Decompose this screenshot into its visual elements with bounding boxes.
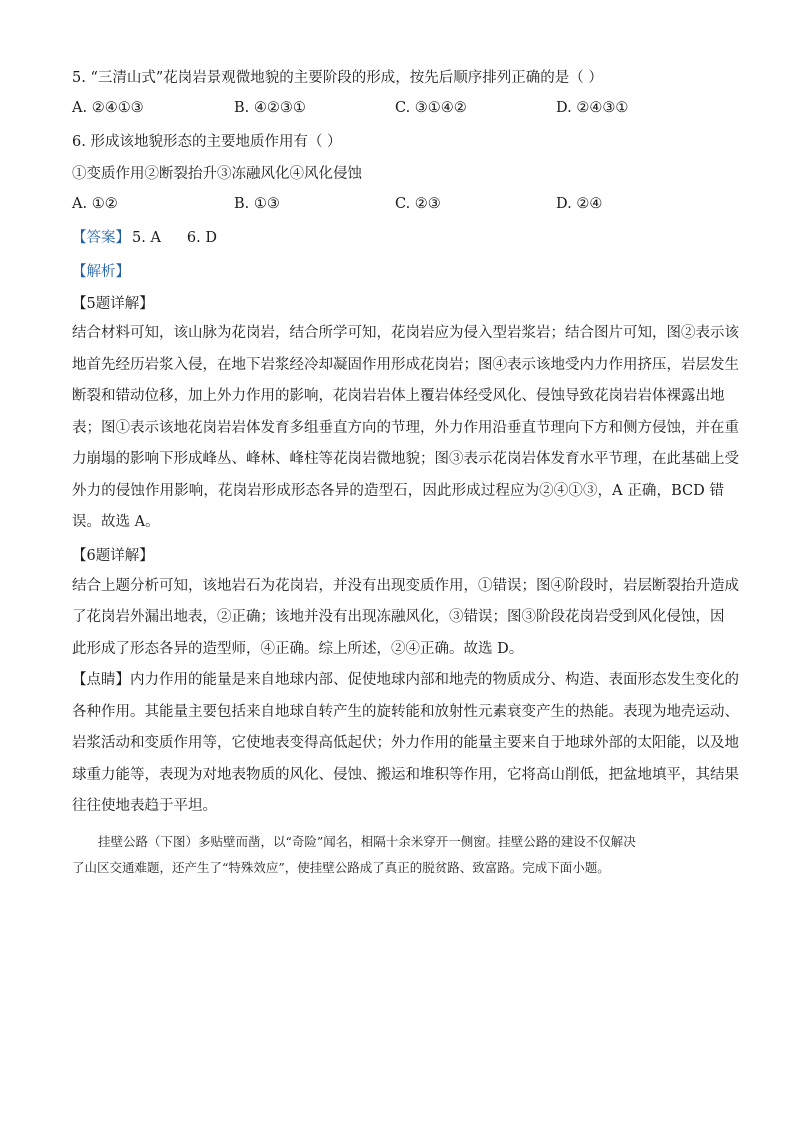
tip-tag: 【点睛】 bbox=[72, 672, 130, 688]
tip-line: 各种作用。其能量主要包括来自地球自转产生的旋转能和放射性元素衰变产生的热能。表现为地壳运动、 bbox=[72, 703, 739, 720]
detail-5-line: 力崩塌的影响下形成峰丛、峰林、峰柱等花岗岩微地貌；图③表示花岗岩体发育水平节理，在此基础上受 bbox=[72, 451, 739, 467]
detail-5-heading: 【5题详解】 bbox=[72, 295, 154, 312]
detail-6-paragraph bbox=[72, 571, 739, 666]
q5-option-c: C. ③①④② bbox=[395, 100, 467, 116]
next-material-line: 挂壁公路（下图）多贴壁而凿，以“奇险”闻名，相隔十余米穿开一侧窗。挂壁公路的建设不仅解决 bbox=[98, 833, 636, 849]
q5-option-d: D. ②④③① bbox=[556, 100, 629, 116]
tip-line: 内力作用的能量是来自地球内部、促使地球内部和地壳的物质成分、构造、表面形态发生变化的 bbox=[130, 672, 739, 688]
answer-5: 5. A bbox=[132, 230, 161, 246]
answer-6: 6. D bbox=[186, 230, 217, 246]
detail-6-line: 此形成了形态各异的造型师，④正确。综上所述，②④正确。故选 D。 bbox=[72, 640, 524, 657]
document-page bbox=[72, 62, 739, 881]
next-material-paragraph bbox=[72, 829, 724, 881]
tip-first-line bbox=[72, 665, 739, 697]
detail-5-line: 断裂和错动位移，加上外力作用的影响，花岗岩岩体上覆岩体经受风化、侵蚀导致花岗岩岩体裸露出地 bbox=[72, 388, 725, 404]
detail-6-heading: 【6题详解】 bbox=[72, 548, 154, 564]
q6-option-b: B. ①③ bbox=[234, 196, 280, 212]
detail-5-line: 外力的侵蚀作用影响，花岗岩形成形态各异的造型石，因此形成过程应为②④①③，A 正确，BCD 错 bbox=[72, 482, 724, 499]
answer-line bbox=[72, 222, 724, 254]
tip-line: 往往使地表趋于平坦。 bbox=[72, 798, 217, 814]
detail-5-line: 误。故选 A。 bbox=[72, 514, 160, 530]
q5-option-b: B. ④②③① bbox=[234, 100, 306, 116]
detail-6-line: 了花岗岩外漏出地表，②正确；该地并没有出现冻融风化，③错误；图③阶段花岗岩受到风化侵蚀，因 bbox=[72, 609, 725, 625]
tip-paragraph bbox=[72, 665, 739, 823]
q6-option-c: C. ②③ bbox=[395, 196, 441, 212]
analysis-heading bbox=[72, 254, 724, 286]
question-5-stem: 5. “三清山式”花岗岩景观微地貌的主要阶段的形成，按先后顺序排列正确的是（ ） bbox=[72, 70, 603, 86]
tip-line: 球重力能等，表现为对地表物质的风化、侵蚀、搬运和堆积等作用，它将高山削低，把盆地填平，其结果 bbox=[72, 766, 739, 783]
analysis-tag: 【解析】 bbox=[72, 263, 130, 280]
detail-6-line: 结合上题分析可知，该地岩石为花岗岩，并没有出现变质作用，①错误；图④阶段时，岩层断裂抬升造成 bbox=[72, 577, 739, 594]
detail-5-paragraph bbox=[72, 318, 739, 539]
detail-5-line: 结合材料可知，该山脉为花岗岩，结合所学可知，花岗岩应为侵入型岩浆岩；结合图片可知，图②表示该 bbox=[72, 325, 739, 341]
tip-line: 岩浆活动和变质作用等，它使地表变得高低起伏；外力作用的能量主要来自于地球外部的太阳能，以及地 bbox=[72, 735, 739, 751]
detail-5-line: 地首先经历岩浆入侵，在地下岩浆经冷却凝固作用形成花岗岩；图④表示该地受内力作用挤压，岩层发生 bbox=[72, 356, 739, 373]
question-6-items: ①变质作用②断裂抬升③冻融风化④风化侵蚀 bbox=[72, 166, 362, 182]
question-6-stem: 6. 形成该地貌形态的主要地质作用有（ ） bbox=[72, 134, 342, 150]
q6-option-d: D. ②④ bbox=[556, 196, 603, 212]
q5-option-a: A. ②④①③ bbox=[72, 100, 144, 116]
answer-tag: 【答案】 bbox=[72, 230, 130, 246]
q6-option-a: A. ①② bbox=[72, 196, 118, 212]
next-material-line: 了山区交通难题，还产生了“特殊效应”，使挂壁公路成了真正的脱贫路、致富路。完成下面小题。 bbox=[72, 859, 610, 875]
detail-5-line: 表；图①表示该地花岗岩岩体发育多组垂直方向的节理，外力作用沿垂直节理向下方和侧方侵蚀，并在重 bbox=[72, 419, 739, 436]
question-6-options bbox=[72, 190, 724, 222]
question-5-options bbox=[72, 94, 724, 126]
